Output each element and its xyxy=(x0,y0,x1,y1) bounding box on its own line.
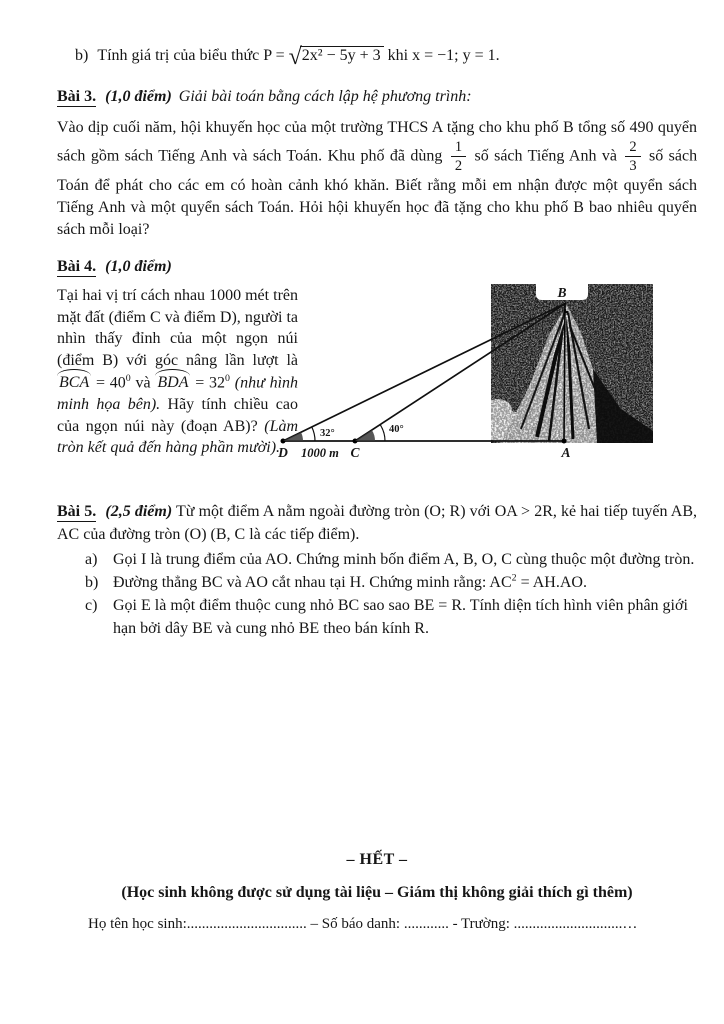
bai4-note-1: (như hình minh họa bên). xyxy=(57,374,299,413)
figure-label-a: A xyxy=(561,444,571,460)
bai4-text-column xyxy=(57,285,298,459)
bai5-item-b-post: = AH.AO. xyxy=(520,573,587,591)
angle-bda: BDA xyxy=(155,372,190,394)
figure-label-c: C xyxy=(350,444,360,460)
angle-label-32: 32° xyxy=(320,427,335,439)
bai5-item-b-pre: Đường thẳng BC và AO cắt nhau tại H. Chứng minh rằng: AC xyxy=(113,573,512,591)
angle-label-40: 40° xyxy=(389,423,404,435)
angle-arc-d xyxy=(312,427,315,441)
bai4-label: Bài 4. xyxy=(57,257,97,275)
angle-bda-value: = 32 xyxy=(195,374,226,392)
bai5-points: (2,5 điểm) xyxy=(105,502,173,520)
bai4-note-2: (Làm tròn kết quả đến hàng phần mười). xyxy=(57,417,299,457)
bai5-item-a-label: a) xyxy=(85,550,98,568)
fraction-denominator: 3 xyxy=(629,158,637,175)
bai5-item-a xyxy=(85,548,697,571)
sqrt-symbol: √ xyxy=(288,44,300,70)
fraction-numerator: 1 xyxy=(451,139,466,157)
student-info-line: Họ tên học sinh:................................ – Số báo danh: ............ - Trường: .............................… xyxy=(88,916,638,932)
fraction-denominator: 2 xyxy=(454,158,463,175)
bai4-text-1: Tại hai vị trí cách nhau 1000 mét trên mặt đất (điểm C và điểm D), người ta nhìn thấy đỉnh của một ngọn núi (điểm B) với góc nâng lần lượt là xyxy=(57,286,298,370)
formula-p-equals: P = xyxy=(263,47,285,64)
bai5-item-b-label: b) xyxy=(85,573,99,591)
footer xyxy=(57,851,697,933)
angle-bda-sup: 0 xyxy=(225,372,230,384)
fraction-numerator: 2 xyxy=(625,139,640,157)
bai5-intro-text: Từ một điểm A nằm ngoài đường tròn (O; R) với OA > 2R, kẻ hai tiếp tuyến AB, AC của đường tròn (O) (B, C là các tiếp điểm). xyxy=(57,502,698,543)
bai5-heading-paragraph xyxy=(57,500,697,546)
distance-label: 1000 m xyxy=(301,445,339,460)
angle-bca-value: = 40 xyxy=(95,374,126,392)
angle-bca-sup: 0 xyxy=(125,372,131,384)
item-b-intro: Tính giá trị của biểu thức xyxy=(97,47,260,64)
bai5-label: Bài 5. xyxy=(57,502,97,520)
bai5-item-b-sup: 2 xyxy=(511,572,517,584)
bai3-text-2: số sách Tiếng Anh và xyxy=(474,147,617,165)
footer-note: (Học sinh không được sử dụng tài liệu – Giám thị không giải thích gì thêm) xyxy=(121,884,633,901)
fraction-one-half xyxy=(451,139,466,174)
end-marker: – HẾT – xyxy=(346,851,408,868)
item-b-label: b) xyxy=(75,47,89,64)
figure-label-d: D xyxy=(278,444,288,460)
bai5-item-b-text xyxy=(113,571,697,594)
bai3-text-1: Vào dịp cuối năm, hội khuyến học của một trường THCS A tặng cho khu phố B tổng số 490 quyển sách gồm sách Tiếng Anh và sách Toán. Khu phố đã dùng xyxy=(57,119,697,165)
bai3-paragraph xyxy=(57,117,697,241)
item-b-line xyxy=(57,44,697,71)
bai3-text-3: số sách Toán để phát cho các em có hoàn cảnh khó khăn. Biết rằng mỗi em nhận được một quyển sách Tiếng Anh và một quyển sách Toán. Hỏi hội khuyến học đã tặng cho khu phố B bao nhiêu quyển sách mỗi loại? xyxy=(57,147,698,238)
mountain-photo xyxy=(481,284,653,451)
bai5-item-c xyxy=(85,594,697,640)
bai3-heading xyxy=(57,88,697,106)
bai5-item-c-text: Gọi E là một điểm thuộc cung nhỏ BC sao sao BE = R. Tính diện tích hình viên phân giới hạn bởi dây BE và cung nhỏ BE theo bán kính R. xyxy=(113,596,688,637)
bai3-label: Bài 3. xyxy=(57,88,97,105)
bai5-item-b xyxy=(85,571,697,594)
angle-bca: BCA xyxy=(57,372,91,394)
angle-wedge-d xyxy=(283,432,303,441)
sqrt-expression xyxy=(288,44,384,70)
sqrt-radicand: 2x² − 5y + 3 xyxy=(300,46,384,64)
point-a xyxy=(562,438,567,443)
bai5-item-c-label: c) xyxy=(85,596,98,614)
bai4-points: (1,0 điểm) xyxy=(105,257,172,275)
angle-arc-c xyxy=(380,424,385,440)
angle-wedge-c xyxy=(355,430,375,441)
bai4-conj: và xyxy=(135,374,151,392)
bai4-body xyxy=(57,285,697,485)
mountain-figure-svg xyxy=(277,269,669,469)
fraction-two-thirds xyxy=(625,139,640,174)
bai4-text-2: Hãy tính chiều cao của ngọn núi này (đoạn AB)? xyxy=(57,395,298,435)
figure-label-b: B xyxy=(557,284,567,300)
bai5-items xyxy=(57,548,697,640)
bai3-points: (1,0 điểm) xyxy=(105,88,172,105)
bai5-item-a-text: Gọi I là trung điểm của AO. Chứng minh bốn điểm A, B, O, C cùng thuộc một đường tròn. xyxy=(113,550,695,568)
bai3-title: Giải bài toán bằng cách lập hệ phương trình: xyxy=(178,88,472,105)
height-line-ba xyxy=(564,303,565,440)
item-b-tail: khi x = −1; y = 1. xyxy=(387,47,500,64)
mountain-figure xyxy=(277,269,669,469)
